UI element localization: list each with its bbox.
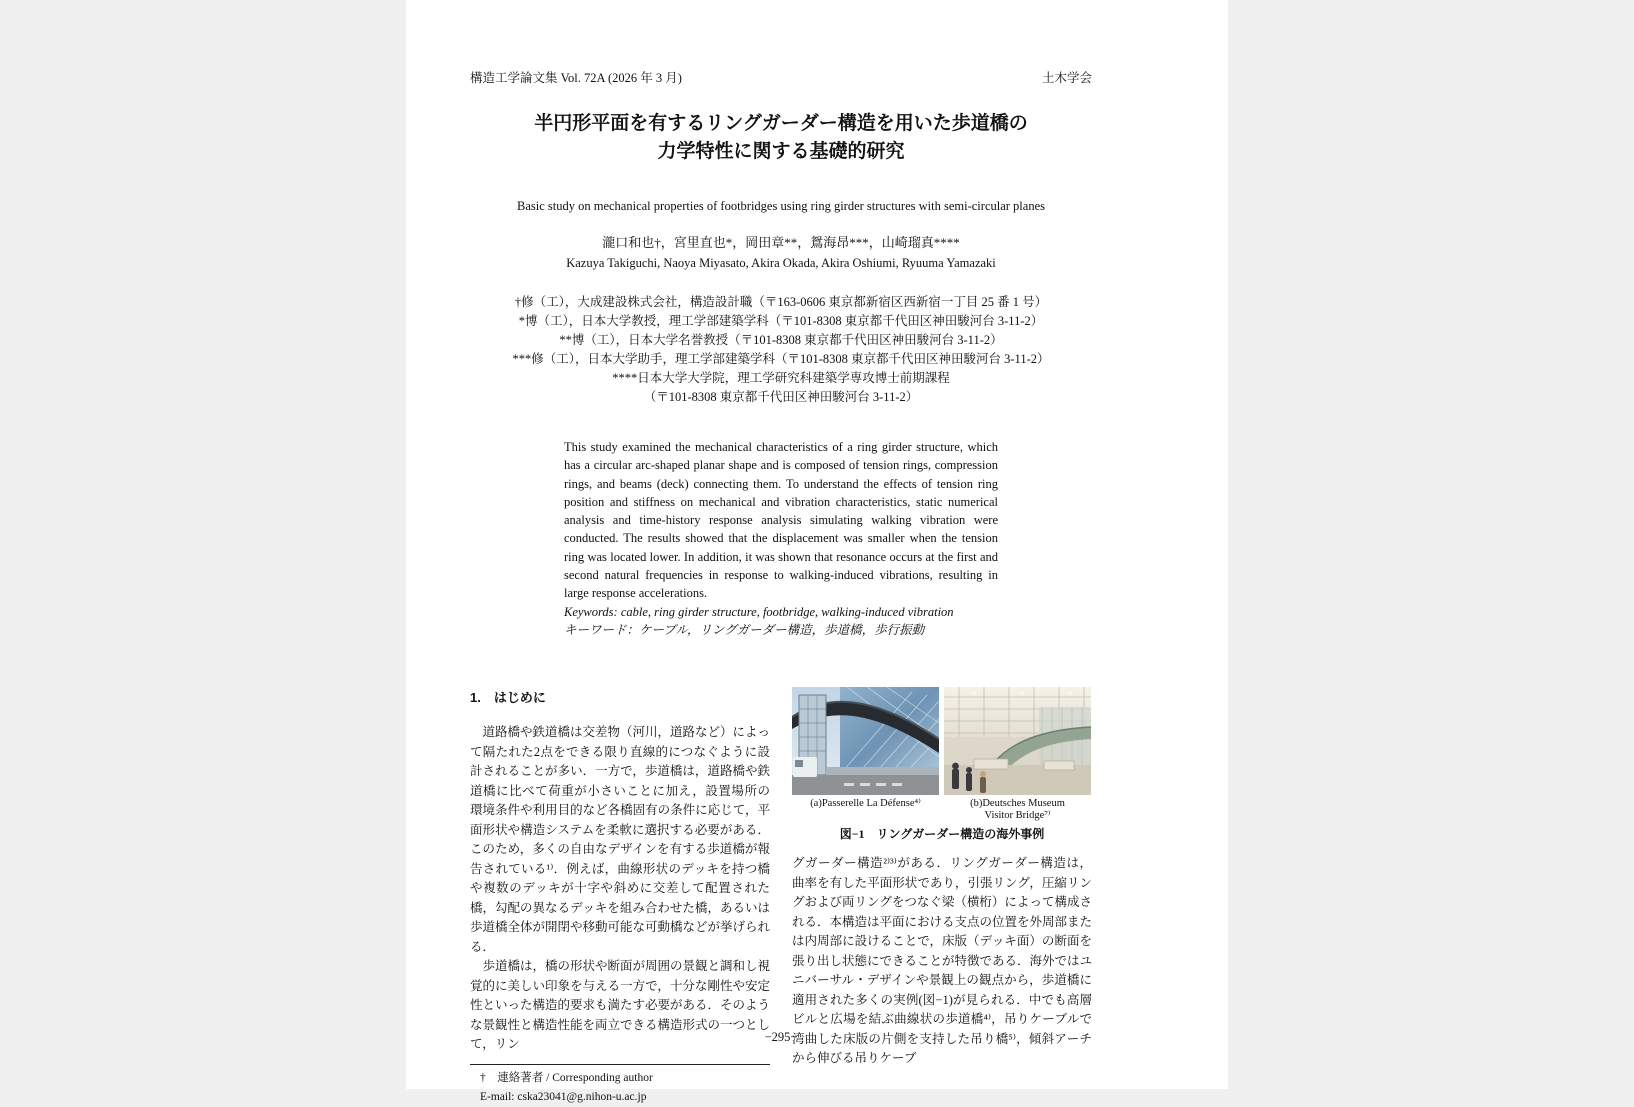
page-number: −295− [764,1030,798,1044]
paper-title-jp-line1: 半円形平面を有するリングガーダー構造を用いた歩道橋の [534,113,1028,134]
corresponding-author-footnote [470,1064,770,1107]
caption-photo-b [944,798,1091,821]
affiliation-line: †修（工），大成建設株式会社，構造設計職（〒163-0606 東京都新宿区西新宿一丁目 25 番 1 号） [514,295,1048,309]
keywords-en: Keywords: cable, ring girder structure, footbridge, walking-induced vibration [564,604,954,619]
paper-title-en: Basic study on mechanical properties of footbridges using ring girder structures with semi-circular planes [517,199,1045,213]
affiliation-line: *博（工），日本大学教授，理工学部建築学科（〒101-8308 東京都千代田区神田駿河台 3-11-2） [518,314,1044,328]
page-content [470,0,1092,1107]
footnote-corresponding: † 連絡著者 / Corresponding author [480,1071,653,1084]
affiliation-line: ****日本大学大学院，理工学研究科建築学専攻博士前期課程 [612,371,950,385]
figure-1-subcaptions [792,798,1092,821]
authors-jp: 瀧口和也†，宮里直也*，岡田章**，鴛海昂***，山崎瑠真**** [602,235,960,250]
affiliation-line: **博（工），日本大学名誉教授（〒101-8308 東京都千代田区神田駿河台 3-11-2） [559,333,1003,347]
caption-photo-a: (a)Passerelle La Défense⁴⁾ [810,798,921,810]
authors-en: Kazuya Takiguchi, Naoya Miyasato, Akira Okada, Akira Oshiumi, Ryuuma Yamazaki [566,256,996,270]
photo-deutsches-museum [944,687,1091,795]
society-name: 土木学会 [1041,71,1092,85]
section-1-paragraph-3: グガーダー構造²⁾³⁾がある．リングガーダー構造は，曲率を有した平面形状であり，引張リング，圧縮リングおよび両リングをつなぐ梁（横桁）によって構成される．本構造は平面における支点の位置を外周部または内周部に設けることで，床版（デッキ面）の断面を張り出し状態にできることが特徴である．海外ではユニバーサル・デザインや景観上の観点から，歩道橋に適用された多くの実例(図−1)が見られる．中でも高層ビルと広場を結ぶ曲線状の歩道橋⁴⁾，吊りケーブルで湾曲した床版の片側を支持した吊り橋⁵⁾，傾斜アーチから伸びる吊りケーブ [792,856,1093,1066]
photo-passerelle-la-defense [792,687,939,795]
figure-1 [792,687,1092,842]
affiliation-line: ***修（工），日本大学助手，理工学部建築学科（〒101-8308 東京都千代田区神田駿河台 3-11-2） [512,352,1050,366]
figure-1-photos [792,687,1092,795]
footnote-email: E-mail: cska23041@g.nihon-u.ac.jp [480,1090,647,1103]
paper-page [406,0,1228,1103]
section-1-paragraph-1: 道路橋や鉄道橋は交差物（河川，道路など）によって隔たれた2点をできる限り直線的につなぐように設計されることが多い．一方で，歩道橋は，道路橋や鉄道橋に比べて荷重が小さいことに加え，設置場所の環境条件や利用目的など各橋固有の条件に応じて，平面形状や構造システムを柔軟に選択する必要がある．このため，多くの自由なデザインを有する歩道橋が報告されている¹⁾．例えば，曲線形状のデッキを持つ橋や複数のデッキが十字や斜めに交差して配置された橋，勾配の異なるデッキを組み合わせた橋，あるいは歩道橋全体が開閉や移動可能な可動橋などが挙げられる． [470,725,771,954]
journal-header [470,70,1092,86]
paper-title-jp [470,110,1092,166]
journal-name: 構造工学論文集 Vol. 72A (2026 年 3 月) [470,71,682,85]
section-1-paragraph-2: 歩道橋は，橋の形状や断面が周囲の景観と調和し視覚的に美しい印象を与える一方で，十分な剛性や安定性といった構造的要求も満たす必要がある．そのような景観性と構造性能を両立できる構造形式の一つとして，リン [470,959,771,1052]
section-1-heading: 1. はじめに [470,690,546,706]
caption-photo-b-line1: (b)Deutsches Museum [970,798,1065,810]
caption-photo-b-line2: Visitor Bridge⁷⁾ [984,809,1051,821]
keywords-jp: キーワード：ケーブル，リングガーダー構造，歩道橋，歩行振動 [564,622,925,637]
affiliation-line: （〒101-8308 東京都千代田区神田駿河台 3-11-2） [643,390,919,404]
figure-1-title: 図−1 リングガーダー構造の海外事例 [839,827,1045,842]
abstract: This study examined the mechanical characteristics of a ring girder structure, which has a circular arc-shaped planar shape and is composed of tension rings, compression rings, and beams (deck) connecting them. To understand the effects of tension ring position and stiffness on mechanical and vibration characteristics, static numerical analysis and time-history response analysis simulating walking vibration were conducted. The results showed that the displacement was smaller when the tension ring was located lower. In addition, it was shown that resonance occurs at the first and second natural frequencies in response to walking-induced vibrations, resulting in large response accelerations. [564,440,998,601]
paper-title-jp-line2: 力学特性に関する基礎的研究 [657,141,905,162]
affiliations-block [470,293,1092,407]
